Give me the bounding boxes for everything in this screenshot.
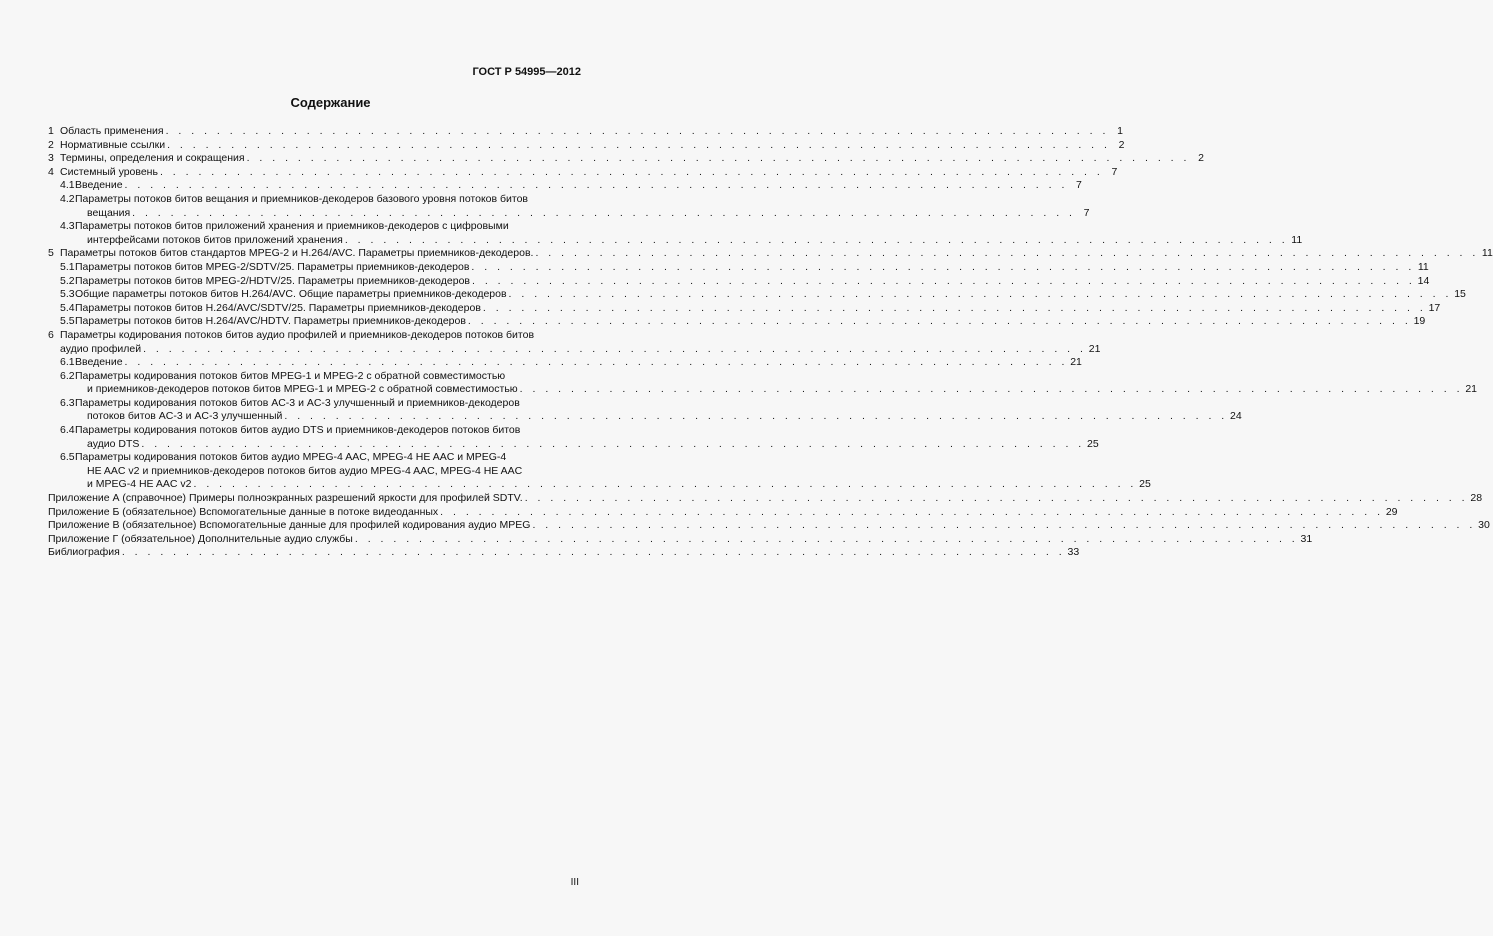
- toc-page-number: 1: [1117, 125, 1123, 137]
- toc-entry-title: Нормативные ссылки: [60, 138, 166, 151]
- toc-entry-number: 4.1: [60, 179, 75, 192]
- toc-page-number: 7: [1083, 206, 1090, 219]
- toc-entry[interactable]: [48, 220, 1303, 247]
- toc-entry[interactable]: [48, 274, 1430, 289]
- toc-leader-dots: . . . . . . . . . . . . . . . . . . . . . . . . . . . . . . . . . . . . . . . . . . . . . . . . . . . . . . . . . . . . . . . . . . . . . . . . . .: [121, 546, 1066, 559]
- toc-leader-dots: . . . . . . . . . . . . . . . . . . . . . . . . . . . . . . . . . . . . . . . . . . . . . . . . . . . . . . . . . . . . . . . . . . . . . . . . . .: [519, 383, 1464, 396]
- toc-entry[interactable]: [48, 138, 1125, 153]
- toc-entry-title: Термины, определения и сокращения: [60, 152, 245, 165]
- toc-leader-dots: . . . . . . . . . . . . . . . . . . . . . . . . . . . . . . . . . . . . . . . . . . . . . . . . . . . . . . . . . . . . . . . . . . . . . . . . . .: [141, 437, 1085, 450]
- toc-leader-dots: . . . . . . . . . . . . . . . . . . . . . . . . . . . . . . . . . . . . . . . . . . . . . . . . . . . . . . . . . . . . . . . . . . . . . . . . . .: [167, 138, 1111, 151]
- toc-entry-title: Область применения: [60, 125, 164, 137]
- toc-leader-dots: . . . . . . . . . . . . . . . . . . . . . . . . . . . . . . . . . . . . . . . . . . . . . . . . . . . . . . . . . . . . . . . . . . . . . . . . . .: [143, 342, 1087, 355]
- toc-leader-dots: . . . . . . . . . . . . . . . . . . . . . . . . . . . . . . . . . . . . . . . . . . . . . . . . . . . . . . . . . . . . . . . . . . . . . . . . . .: [354, 532, 1299, 545]
- toc-entry[interactable]: [48, 125, 1123, 139]
- toc-page-number: 11: [1291, 233, 1303, 246]
- toc-entry[interactable]: [48, 179, 1082, 193]
- toc-entry-title: Параметры кодирования потоков битов AC-3 и AC-3 улучшенный и приемников-декодеров: [75, 396, 520, 409]
- toc-leader-dots: . . . . . . . . . . . . . . . . . . . . . . . . . . . . . . . . . . . . . . . . . . . . . . . . . . . . . . . . . . . . . . . . . . . . . . . . . .: [284, 410, 1228, 423]
- toc-entry-title: HE AAC v2 и приемников-декодеров потоков битов аудио MPEG-4 AAC, MPEG-4 HE AAC: [87, 464, 523, 477]
- toc-entry-title: и MPEG-4 HE AAC v2: [87, 478, 192, 491]
- toc-entry-number: 5: [48, 247, 54, 260]
- toc-entry-number: 6.1: [60, 356, 75, 369]
- toc-entry-number: 5.1: [60, 260, 75, 273]
- toc-entry-number: 1: [48, 125, 54, 137]
- toc-leader-dots: . . . . . . . . . . . . . . . . . . . . . . . . . . . . . . . . . . . . . . . . . . . . . . . . . . . . . . . . . . . . . . . . . . . . . . . . . .: [508, 288, 1452, 301]
- toc-page-number: 31: [1300, 532, 1313, 545]
- toc-entry-title: Параметры кодирования потоков битов MPEG-1 и MPEG-2 с обратной совместимостью: [75, 369, 506, 382]
- toc-entry-title: Приложение А (справочное) Примеры полноэкранных разрешений яркости для профилей SDTV.: [48, 492, 523, 505]
- toc-entry[interactable]: [48, 247, 1493, 261]
- toc-leader-dots: . . . . . . . . . . . . . . . . . . . . . . . . . . . . . . . . . . . . . . . . . . . . . . . . . . . . . . . . . . . . . . . . . . . . . . . . . .: [159, 165, 1104, 178]
- toc-leader-dots: . . . . . . . . . . . . . . . . . . . . . . . . . . . . . . . . . . . . . . . . . . . . . . . . . . . . . . . . . . . . . . . . . . . . . . . . . .: [472, 274, 1416, 287]
- toc-entry-title: Библиография: [48, 546, 120, 559]
- toc-entry-title: Общие параметры потоков битов H.264/AVC. Общие параметры приемников-декодеров: [75, 288, 507, 301]
- toc-entry-number: 5.2: [60, 274, 75, 287]
- toc-entry-title: Параметры потоков битов H.264/AVC/HDTV. Параметры приемников-декодеров: [75, 315, 466, 328]
- toc-leader-dots: . . . . . . . . . . . . . . . . . . . . . . . . . . . . . . . . . . . . . . . . . . . . . . . . . . . . . . . . . . . . . . . . . . . . . . . . . .: [246, 152, 1190, 165]
- toc-leader-dots: . . . . . . . . . . . . . . . . . . . . . . . . . . . . . . . . . . . . . . . . . . . . . . . . . . . . . . . . . . . . . . . . . . . . . . . . . .: [344, 233, 1289, 246]
- toc-entry-title: Параметры кодирования потоков битов аудио MPEG-4 AAC, MPEG-4 HE AAC и MPEG-4: [75, 451, 507, 464]
- toc-leader-dots: . . . . . . . . . . . . . . . . . . . . . . . . . . . . . . . . . . . . . . . . . . . . . . . . . . . . . . . . . . . . . . . . . . . . . . . . . .: [532, 519, 1476, 532]
- toc-entry-number: 3: [48, 152, 54, 165]
- toc-entry[interactable]: [48, 396, 1242, 424]
- toc-entry[interactable]: [48, 424, 1099, 451]
- toc-entry-title: Введение: [75, 179, 123, 192]
- toc-entry-number: 6.3: [60, 396, 75, 409]
- toc-entry[interactable]: [48, 288, 1466, 302]
- toc-leader-dots: . . . . . . . . . . . . . . . . . . . . . . . . . . . . . . . . . . . . . . . . . . . . . . . . . . . . . . . . . . . . . . . . . . . . . . . . . .: [132, 206, 1076, 219]
- toc-entry[interactable]: [48, 315, 1426, 329]
- toc-entry[interactable]: [48, 301, 1441, 316]
- toc-entry[interactable]: [48, 519, 1490, 533]
- toc-entry-title: потоков битов AC-3 и AC-3 улучшенный: [87, 410, 283, 423]
- toc-entry-title: аудио профилей: [60, 342, 142, 355]
- toc-entry-number: 5.5: [60, 315, 75, 328]
- toc-entry-title: Параметры кодирования потоков битов аудио профилей и приемников-декодеров потоков битов: [60, 328, 535, 341]
- toc-entry-number: 6.2: [60, 369, 75, 382]
- toc-page-number: 29: [1385, 505, 1398, 518]
- toc-leader-dots: . . . . . . . . . . . . . . . . . . . . . . . . . . . . . . . . . . . . . . . . . . . . . . . . . . . . . . . . . . . . . . . . . . . . . . . . . .: [124, 179, 1068, 192]
- toc-entry-number: 5.4: [60, 301, 75, 314]
- toc-entry-title: и приемников-декодеров потоков битов MPEG-1 и MPEG-2 с обратной совместимостью: [87, 383, 518, 396]
- table-of-contents: [48, 125, 1493, 560]
- toc-entry-title: Параметры потоков битов приложений хранения и приемников-декодеров с цифровыми: [75, 220, 509, 233]
- toc-page-number: 14: [1417, 274, 1430, 287]
- toc-page-number: 19: [1413, 315, 1426, 328]
- toc-entry-title: аудио DTS: [87, 437, 140, 450]
- toc-entry-number: 4.2: [60, 192, 75, 205]
- toc-page-number: 21: [1465, 383, 1478, 396]
- toc-entry-number: 6.5: [60, 451, 75, 464]
- toc-entry-title: интерфейсами потоков битов приложений хранения: [87, 233, 343, 246]
- toc-page-number: 7: [1076, 179, 1082, 192]
- toc-entry-title: Приложение Г (обязательное) Дополнительные аудио службы: [48, 532, 353, 545]
- toc-page-number: 15: [1454, 288, 1466, 301]
- toc-entry-number: 2: [48, 138, 54, 151]
- toc-leader-dots: . . . . . . . . . . . . . . . . . . . . . . . . . . . . . . . . . . . . . . . . . . . . . . . . . . . . . . . . . . . . . . . . . . . . . . . . . .: [471, 260, 1415, 273]
- toc-page-number: 28: [1470, 492, 1483, 505]
- toc-page-number: 11: [1481, 247, 1493, 260]
- page-title: Содержание: [290, 95, 371, 110]
- toc-page-number: 24: [1230, 410, 1242, 423]
- page-number: III: [570, 877, 579, 888]
- toc-entry[interactable]: [48, 369, 1478, 397]
- toc-entry-title: Параметры потоков битов вещания и приемников-декодеров базового уровня потоков битов: [75, 192, 528, 205]
- toc-page-number: 21: [1088, 342, 1101, 355]
- toc-entry[interactable]: [48, 546, 1080, 560]
- toc-entry-number: 6.4: [60, 424, 75, 437]
- toc-entry-title: Введение: [75, 356, 123, 369]
- toc-entry-title: Приложение Б (обязательное) Вспомогательные данные в потоке видеоданных: [48, 505, 439, 518]
- toc-page-number: 30: [1478, 519, 1490, 532]
- toc-page-number: 25: [1139, 478, 1151, 491]
- toc-leader-dots: . . . . . . . . . . . . . . . . . . . . . . . . . . . . . . . . . . . . . . . . . . . . . . . . . . . . . . . . . . . . . . . . . . . . . . . . . .: [440, 505, 1384, 518]
- toc-entry-title: Приложение В (обязательное) Вспомогательные данные для профилей кодирования аудио MPEG: [48, 519, 531, 532]
- toc-entry-title: Параметры кодирования потоков битов аудио DTS и приемников-декодеров потоков битов: [75, 424, 521, 437]
- toc-leader-dots: . . . . . . . . . . . . . . . . . . . . . . . . . . . . . . . . . . . . . . . . . . . . . . . . . . . . . . . . . . . . . . . . . . . . . . . . . .: [535, 247, 1479, 260]
- toc-entry-title: Системный уровень: [60, 165, 158, 178]
- toc-leader-dots: . . . . . . . . . . . . . . . . . . . . . . . . . . . . . . . . . . . . . . . . . . . . . . . . . . . . . . . . . . . . . . . . . . . . . . . . . .: [467, 315, 1412, 328]
- toc-page-number: 25: [1087, 437, 1099, 450]
- toc-entry-number: 4: [48, 165, 54, 178]
- toc-page-number: 11: [1417, 260, 1429, 273]
- toc-page-number: 2: [1198, 152, 1204, 165]
- toc-entry[interactable]: [48, 192, 1090, 220]
- toc-entry[interactable]: [48, 505, 1398, 520]
- toc-page-number: 2: [1118, 138, 1125, 151]
- toc-leader-dots: . . . . . . . . . . . . . . . . . . . . . . . . . . . . . . . . . . . . . . . . . . . . . . . . . . . . . . . . . . . . . . . . . . . . . . . . . .: [482, 301, 1427, 314]
- toc-entry[interactable]: [48, 260, 1429, 275]
- toc-entry[interactable]: [48, 451, 1151, 492]
- toc-entry-title: вещания: [87, 206, 131, 219]
- toc-leader-dots: . . . . . . . . . . . . . . . . . . . . . . . . . . . . . . . . . . . . . . . . . . . . . . . . . . . . . . . . . . . . . . . . . . . . . . . . . .: [124, 356, 1068, 369]
- toc-entry[interactable]: [48, 356, 1082, 370]
- document-id: ГОСТ Р 54995—2012: [472, 66, 581, 78]
- toc-entry[interactable]: [48, 328, 1101, 356]
- toc-entry[interactable]: [48, 532, 1313, 547]
- toc-leader-dots: . . . . . . . . . . . . . . . . . . . . . . . . . . . . . . . . . . . . . . . . . . . . . . . . . . . . . . . . . . . . . . . . . . . . . . . . . .: [165, 125, 1109, 137]
- toc-leader-dots: . . . . . . . . . . . . . . . . . . . . . . . . . . . . . . . . . . . . . . . . . . . . . . . . . . . . . . . . . . . . . . . . . . . . . . . . . .: [193, 478, 1137, 491]
- toc-page-number: 21: [1070, 356, 1082, 369]
- toc-page-number: 7: [1111, 165, 1118, 178]
- toc-leader-dots: . . . . . . . . . . . . . . . . . . . . . . . . . . . . . . . . . . . . . . . . . . . . . . . . . . . . . . . . . . . . . . . . . . . . . . . . . .: [524, 492, 1469, 505]
- toc-entry[interactable]: [48, 165, 1118, 180]
- toc-entry-number: 5.3: [60, 288, 75, 301]
- toc-entry-number: 6: [48, 328, 54, 341]
- toc-entry-title: Параметры потоков битов H.264/AVC/SDTV/25. Параметры приемников-декодеров: [75, 301, 481, 314]
- toc-entry-title: Параметры потоков битов стандартов MPEG-2 и H.264/AVC. Параметры приемников-декодеров.: [60, 247, 534, 260]
- toc-entry-title: Параметры потоков битов MPEG-2/SDTV/25. Параметры приемников-декодеров: [75, 260, 470, 273]
- toc-entry[interactable]: [48, 152, 1204, 166]
- toc-entry-title: Параметры потоков битов MPEG-2/HDTV/25. Параметры приемников-декодеров: [75, 274, 470, 287]
- toc-entry[interactable]: [48, 492, 1483, 506]
- toc-page-number: 33: [1067, 546, 1080, 559]
- toc-entry-number: 4.3: [60, 220, 75, 233]
- toc-page-number: 17: [1428, 301, 1441, 314]
